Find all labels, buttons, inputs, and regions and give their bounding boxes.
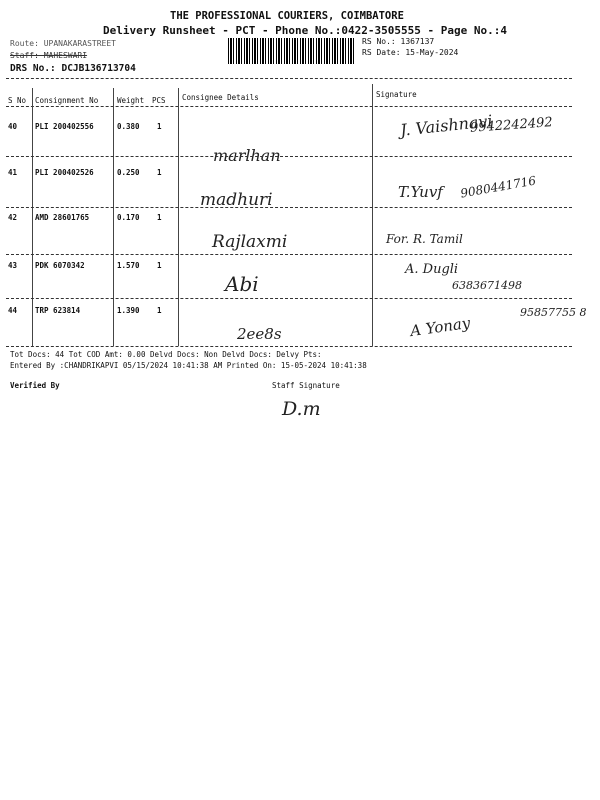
row-pcs: 1 (157, 168, 162, 177)
row-divider (6, 254, 572, 255)
verified-by-label: Verified By (10, 381, 60, 390)
row-sno: 43 (8, 261, 18, 270)
document-subtitle: Delivery Runsheet - PCT - Phone No.:0422-3505555 - Page No.:4 (103, 24, 507, 37)
rs-number: RS No.: 1367137 (362, 37, 435, 46)
consignee-handwriting: Rajlaxmi (212, 232, 288, 252)
row-weight: 1.390 (117, 306, 140, 315)
column-divider (372, 84, 373, 346)
totals-summary: Tot Docs: 44 Tot COD Amt: 0.00 Delvd Docs: Non Delvd Docs: Delvy Pts: (10, 350, 322, 359)
signature-handwriting: For. R. Tamil (386, 232, 463, 246)
row-consignment: TRP 623814 (35, 306, 81, 315)
consignee-handwriting: 2ee8s (237, 325, 282, 343)
row-pcs: 1 (157, 261, 162, 270)
rs-date: RS Date: 15-May-2024 (362, 48, 459, 57)
barcode (228, 38, 354, 64)
column-divider (113, 88, 114, 346)
row-divider (6, 346, 572, 347)
signature-phone: 95857755 8 (520, 306, 587, 319)
column-header-signature: Signature (376, 90, 417, 99)
row-consignment: PLI 200402556 (35, 122, 94, 131)
staff-signature-label: Staff Signature (272, 381, 340, 390)
row-weight: 0.170 (117, 213, 140, 222)
column-header-consignee: Consignee Details (182, 93, 259, 102)
signature-handwriting: A Yonay (409, 313, 472, 341)
signature-phone: 9942242492 (469, 115, 554, 136)
row-pcs: 1 (157, 213, 162, 222)
row-pcs: 1 (157, 122, 162, 131)
column-header-pcs: PCS (152, 96, 166, 105)
signature-phone: 6383671498 (452, 279, 522, 292)
row-consignment: AMD 28601765 (35, 213, 90, 222)
consignee-handwriting: madhuri (200, 190, 273, 210)
row-weight: 1.570 (117, 261, 140, 270)
drs-number: DRS No.: DCJB136713704 (10, 63, 136, 74)
route-label: Route: UPANAKARASTREET (10, 39, 116, 48)
signature-phone: 9080441716 (459, 173, 537, 201)
row-weight: 0.250 (117, 168, 140, 177)
document-title: THE PROFESSIONAL COURIERS, COIMBATORE (170, 10, 404, 22)
row-sno: 41 (8, 168, 18, 177)
row-consignment: PDK 6070342 (35, 261, 85, 270)
signature-handwriting: J. Vaishnavi (399, 111, 494, 140)
column-divider (32, 88, 33, 346)
signature-handwriting: A. Dugli (405, 262, 459, 277)
column-header-weight: Weight (117, 96, 145, 105)
row-sno: 40 (8, 122, 18, 131)
row-pcs: 1 (157, 306, 162, 315)
staff-signature-mark: D.m (282, 398, 321, 420)
signature-handwriting: T.Yuvf (398, 183, 443, 201)
row-divider (6, 207, 572, 208)
row-sno: 44 (8, 306, 18, 315)
staff-label: Staff: MAHESWARI (10, 51, 88, 60)
consignee-handwriting: Abi (225, 272, 259, 296)
row-weight: 0.380 (117, 122, 140, 131)
row-sno: 42 (8, 213, 18, 222)
row-divider (6, 156, 572, 157)
column-divider (178, 88, 179, 346)
row-divider (6, 298, 572, 299)
entered-by-line: Entered By :CHANDRIKAPVI 05/15/2024 10:41:38 AM Printed On: 15-05-2024 10:41:38 (10, 361, 367, 370)
consignee-handwriting: marlhan (213, 146, 281, 165)
divider (6, 106, 572, 107)
row-consignment: PLI 200402526 (35, 168, 94, 177)
column-header-consignment: Consignment No (35, 96, 99, 105)
divider (6, 78, 572, 79)
column-header-sno: S No (8, 96, 27, 105)
